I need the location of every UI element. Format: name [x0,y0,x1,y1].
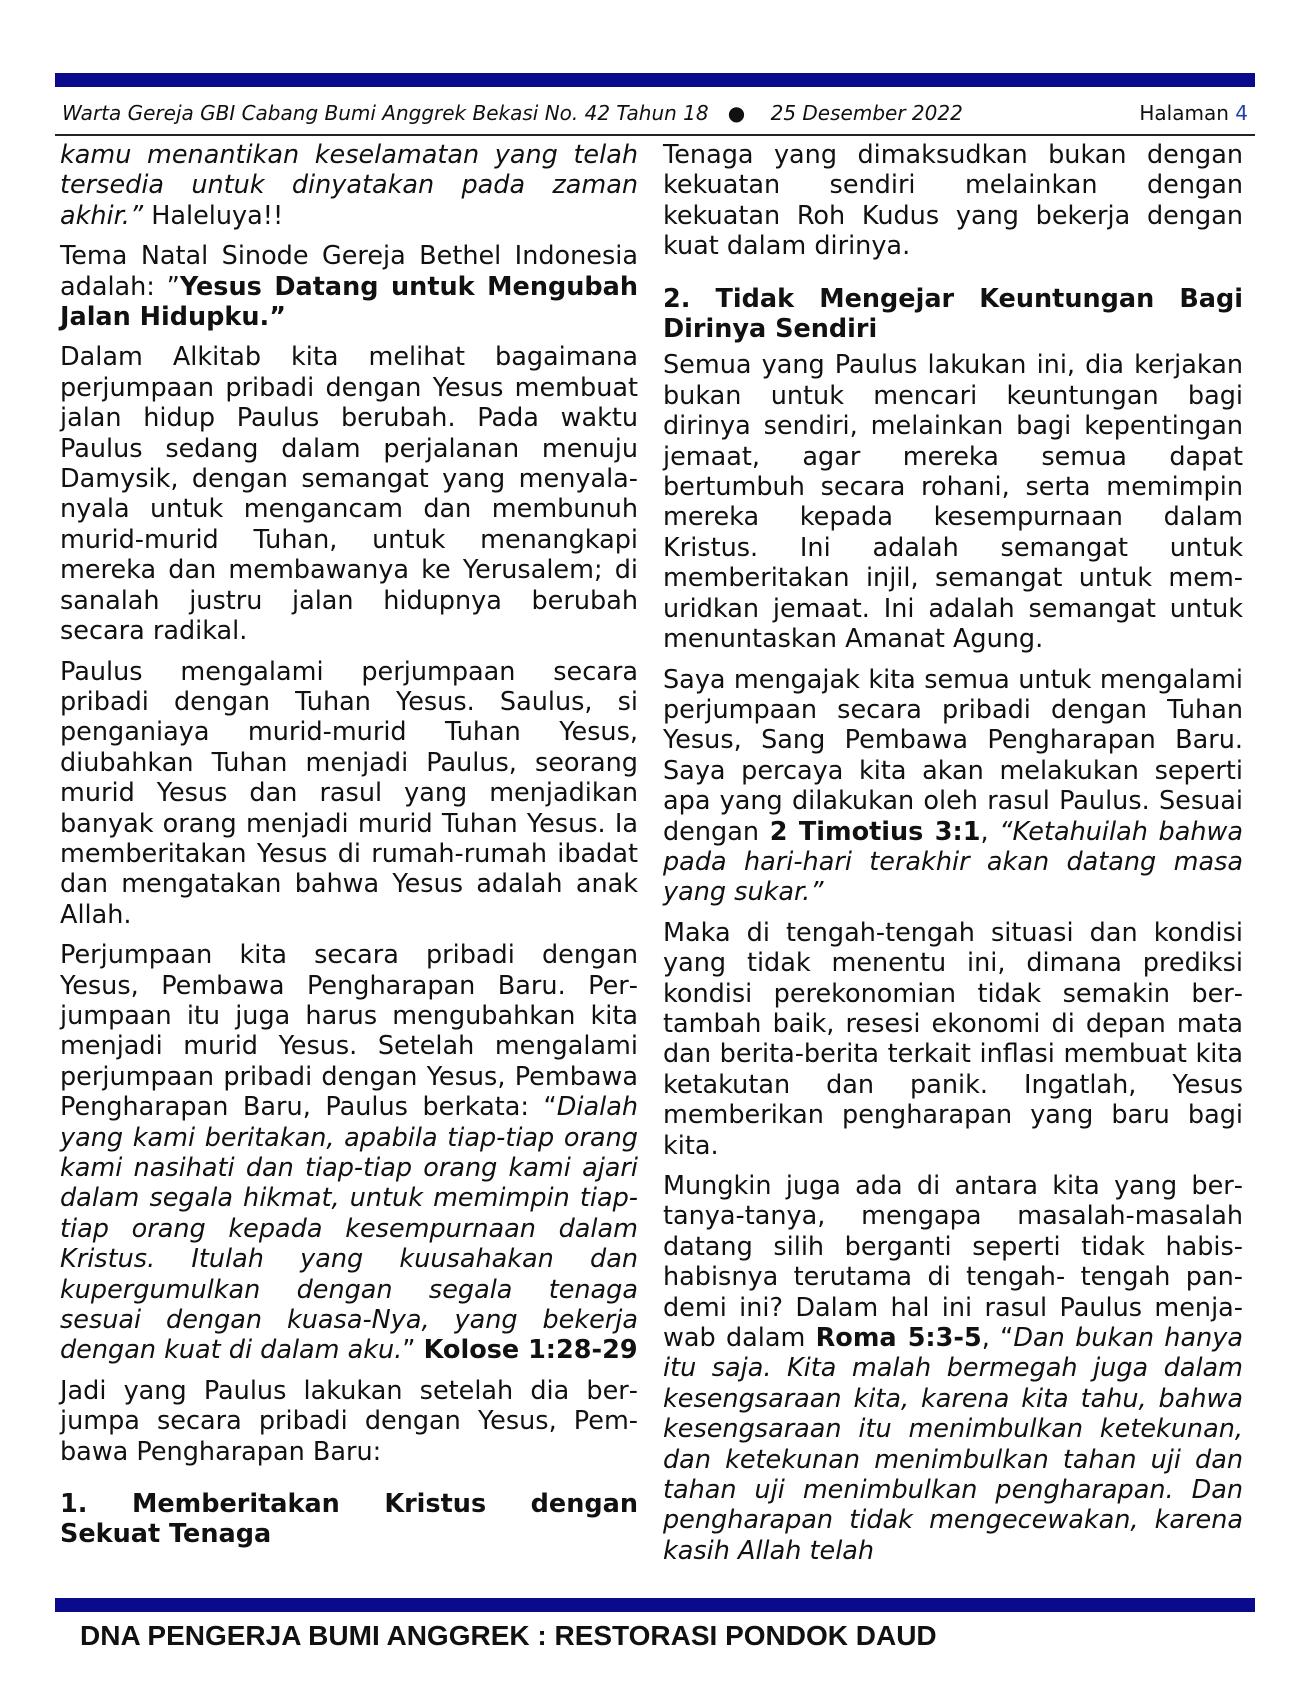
text: , “ [981,1323,1014,1354]
page-number: 4 [1235,101,1248,125]
paragraph: Tenaga yang dimaksudkan bukan dengan kekuatan sendiri melainkan dengan kekuatan Roh Kudus yang bekerja dengan kuat dalam dirinya. [663,140,1243,262]
header-date: 25 Desember 2022 [770,101,963,125]
quote-text: Dialah yang kami beritakan, apabila tiap-tiap orang kami nasihati dan tiap-tiap orang kami ajari dalam segala hikmat, untuk memimpin tiap-tiap orang kepada kesempurnaan dalam Kristus. Itulah yang kuusahakan dan kupergumulkan dengan segala tenaga sesuai dengan kuasa-Nya, yang bekerja dengan kuat di dalam aku. [60,1092,638,1366]
scripture-reference: 2 Timotius 3:1 [769,816,981,847]
top-bar [55,73,1255,87]
paragraph: Maka di tengah-tengah situasi dan kondisi yang tidak menentu ini, dimana prediksi kondisi perekonomian tidak semakin bertambah baik, resesi ekonomi di depan mata dan berita-berita terkait inflasi membuat kita ketakutan dan panik. Ingatlah, Yesus memberikan pengharapan yang baru bagi kita. [663,917,1243,1161]
header-rule [55,134,1255,136]
paragraph [60,140,638,231]
section-heading: 2. Tidak Mengejar Keuntungan Bagi Dirinya Sendiri [663,283,1243,345]
quote-text: kamu menantikan keselamatan yang telah tersedia untuk dinyatakan pada zaman akhir.” [60,140,638,231]
page-header [62,96,1248,130]
header-bullet: ● [727,101,746,125]
paragraph [663,1171,1243,1566]
text: Perjumpaan kita secara pribadi dengan Yesus, Pembawa Pengharapan Baru. Perjumpaan itu juga harus mengubahkan kita menjadi murid Yesus. Setelah mengalami perjumpaan pribadi dengan Yesus, Pembawa Pengharapan Baru, Paulus berkata: “ [60,940,638,1123]
text: , [980,816,1000,847]
text: Tema Natal Sinode Gereja Bethel Indonesia adalah: ” [60,241,638,302]
bottom-bar [55,1598,1255,1612]
paragraph [663,665,1243,908]
text: Mungkin juga ada di antara kita yang bertanya-tanya, mengapa masalah-masalah datang silih berganti seperti tidak habis-habisnya terutama di tengah- tengah pandemi ini? Dalam hal ini rasul Paulus menjawab dalam [663,1171,1243,1354]
paragraph: Dalam Alkitab kita melihat bagaimana perjumpaan pribadi dengan Yesus membuat jalan hidup Paulus berubah. Pada waktu Paulus sedang dalam perjalanan menuju Damysik, dengan semangat yang menyala-nyala untuk mengancam dan membunuh murid-murid Tuhan, untuk menangkapi mereka dan membawanya ke Yerusalem; di sanalah justru jalan hidupnya berubah secara radikal. [60,342,638,647]
footer-motto: DNA PENGERJA BUMI ANGGREK : RESTORASI PONDOK DAUD [80,1620,937,1651]
scripture-reference: Roma 5:3-5 [815,1323,982,1354]
scripture-reference: Kolose 1:28-29 [423,1335,638,1366]
quote-text: Dan bukan hanya itu saja. Kita malah bermegah juga dalam kesengsaraan kita, karena kita tahu, bahwa kesengsaraan itu menimbulkan ketekunan, dan ketekunan menimbulkan tahan uji dan tahan uji menimbulkan pengharapan. Dan pengharapan tidak mengecewakan, karena kasih Allah telah [663,1323,1243,1566]
paragraph [60,940,638,1366]
right-column [663,140,1243,1576]
paragraph: Paulus mengalami perjumpaan secara pribadi dengan Tuhan Yesus. Saulus, si penganiaya murid-murid Tuhan Yesus, diubahkan Tuhan menjadi Paulus, seorang murid Yesus dan rasul yang menjadikan banyak orang menjadi murid Tuhan Yesus. Ia memberitakan Yesus di rumah-rumah ibadat dan mengatakan bahwa Yesus adalah anak Allah. [60,656,638,930]
text: ” [402,1335,424,1366]
quote-text: “Ketahuilah bahwa pada hari-hari terakhir akan datang masa yang sukar.” [663,816,1244,908]
paragraph: Jadi yang Paulus lakukan setelah dia berjumpa secara pribadi dengan Yesus, Pembawa Pengharapan Baru: [60,1375,638,1467]
paragraph: Semua yang Paulus lakukan ini, dia kerjakan bukan untuk mencari keuntungan bagi dirinya sendiri, melainkan bagi kepentingan jemaat, agar mereka semua dapat bertumbuh secara rohani, serta memimpin mereka kepada kesempurnaan dalam Kristus. Ini adalah semangat untuk memberitakan injil, semangat untuk memuridkan jemaat. Ini adalah semangat untuk menuntaskan Amanat Agung. [663,350,1243,655]
section-heading: 1. Memberitakan Kristus dengan Sekuat Tenaga [60,1489,638,1550]
theme-text: Yesus Datang untuk Mengubah Jalan Hidupku.” [60,271,638,333]
header-title-group [62,101,963,125]
header-title: Warta Gereja GBI Cabang Bumi Anggrek Bekasi No. 42 Tahun 18 [62,101,709,125]
text: Saya mengajak kita semua untuk mengalami perjumpaan secara pribadi dengan Tuhan Yesus, Sang Pembawa Pengharapan Baru. Saya percaya kita akan melakukan seperti apa yang dilakukan oleh rasul Paulus. Sesuai dengan [663,664,1243,847]
left-column [60,140,638,1556]
paragraph [60,241,638,332]
text: Haleluya!! [143,200,284,231]
page-label: Halaman [1139,101,1229,125]
page-indicator [1139,101,1248,125]
